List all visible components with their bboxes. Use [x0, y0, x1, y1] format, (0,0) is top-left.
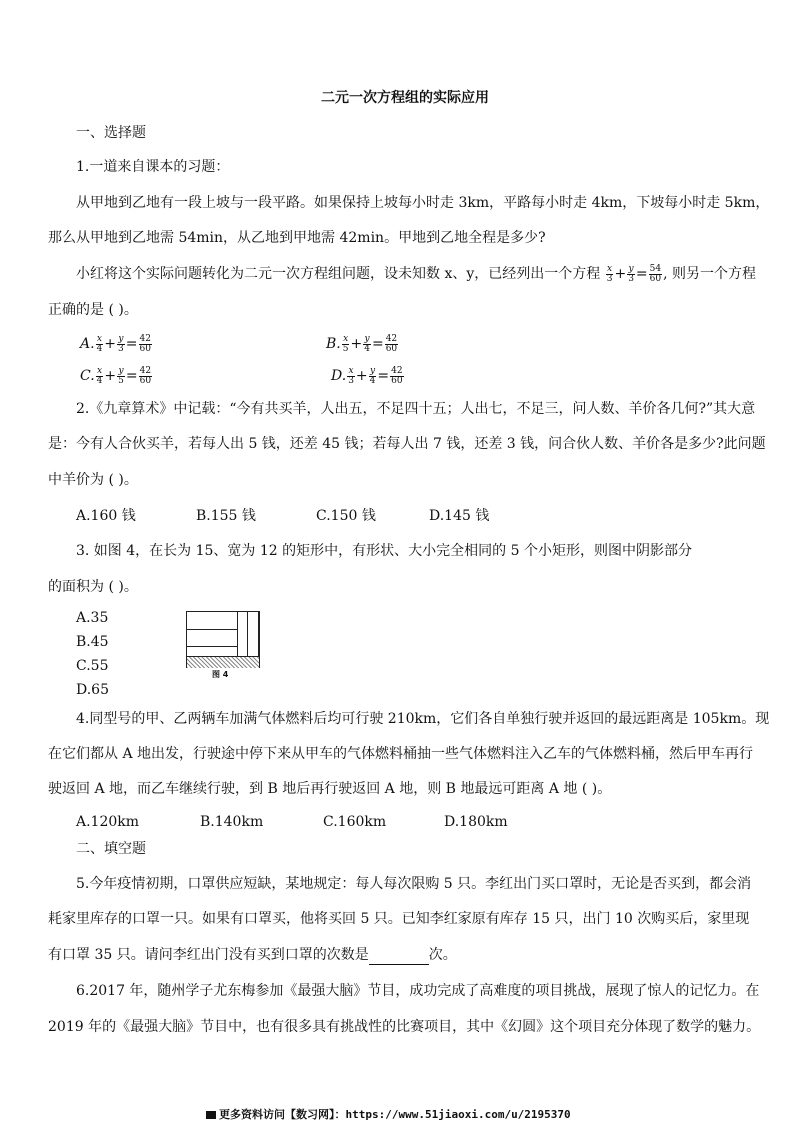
- section-heading-fill: 二、填空题: [76, 841, 146, 857]
- q3-option-a: A.35: [76, 610, 109, 626]
- q5-line2: 耗家里库存的口罩一只。如果有口罩买，他将买回 5 只。已知李红家原有库存 15 只，出门 10 次购买后，家里现: [48, 911, 750, 927]
- q2-line3: 中羊价为 ( )。: [48, 472, 138, 488]
- rectangle-figure: [186, 611, 260, 668]
- q6-line2: 2019 年的《最强大脑》节目中，也有很多具有挑战性的比赛项目，其中《幻圆》这个项目充分体现了数学的魅力。: [48, 1019, 761, 1035]
- q4-line2: 在它们都从 A 地出发，行驶途中停下来从甲车的气体燃料桶抽一些气体燃料注入乙车的气体燃料桶，然后甲车再行: [48, 746, 754, 762]
- q2-line1: 2.《九章算术》中记载：“今有共买羊，人出五，不足四十五；人出七，不足三，问人数、羊价各几何?”其大意: [76, 401, 756, 417]
- figure-caption: 图 4: [212, 670, 229, 679]
- q1-given-equation: $\frac{x}{3}$ + $\frac{y}{3}$ = $\frac{54}{60}$ ,: [606, 263, 668, 284]
- q3-option-c: C.55: [76, 658, 109, 674]
- q3-line1: 3. 如图 4，在长为 15、宽为 12 的矩形中，有形状、大小完全相同的 5 个小矩形，则图中阴影部分: [76, 543, 692, 559]
- flag-icon: [206, 1111, 216, 1119]
- q1-line4-tail: 则另一个方程: [672, 266, 757, 282]
- q4-line3: 驶返回 A 地，而乙车继续行驶，到 B 地后再行驶返回 A 地，则 B 地最远可距离 A 地 ( )。: [48, 781, 612, 797]
- q5-line3-text: 有口罩 35 只。请问李红出门没有买到口罩的次数是: [48, 947, 369, 963]
- q1-line3: 那么从甲地到乙地需 54min，从乙地到甲地需 42min。甲地到乙地全程是多少?: [48, 230, 546, 246]
- q3-option-d: D.65: [76, 682, 109, 698]
- q4-option-c: C.160km: [323, 814, 387, 830]
- figure-shaded-region: [187, 656, 259, 668]
- q2-option-b: B.155 钱: [196, 508, 256, 524]
- q3-line2: 的面积为 ( )。: [48, 579, 138, 595]
- figure-small-rect-1: [187, 612, 237, 630]
- q2-option-a: A.160 钱: [76, 508, 136, 524]
- q2-line2: 是：今有人合伙买羊，若每人出 5 钱，还差 45 钱；若每人出 7 钱，还差 3 钱，问合伙人数、羊价各是多少?此问题: [48, 436, 766, 452]
- q5-line1: 5.今年疫情初期，口罩供应短缺，某地规定：每人每次限购 5 只。李红出门买口罩时，无论是否买到，都会消: [76, 876, 752, 892]
- q4-line1: 4.同型号的甲、乙两辆车加满气体燃料后均可行驶 210km，它们各自单独行驶并返回的最远距离是 105km。现: [76, 711, 770, 727]
- q1-line2: 从甲地到乙地有一段上坡与一段平路。如果保持上坡每小时走 3km，平路每小时走 4km，下坡每小时走 5km，: [76, 195, 770, 211]
- q1-option-c: C. $\frac{x}{4}$ + $\frac{y}{5}$ = $\frac{42}{60}$: [80, 365, 152, 386]
- q4-option-a: A.120km: [76, 814, 140, 830]
- figure-small-rect-2: [187, 629, 237, 647]
- q1-line1: 1.一道来自课本的习题：: [76, 159, 230, 175]
- q2-option-c: C.150 钱: [316, 508, 376, 524]
- q1-option-b: B. $\frac{x}{5}$ + $\frac{y}{4}$ = $\frac{42}{60}$: [326, 333, 398, 354]
- q1-option-a: A. $\frac{x}{4}$ + $\frac{y}{3}$ = $\frac{42}{60}$: [80, 333, 151, 354]
- section-heading-choice: 一、选择题: [76, 125, 146, 141]
- q1-line5: 正确的是 ( )。: [48, 302, 138, 318]
- figure-small-rect-3: [187, 646, 237, 656]
- q1-option-d: D. $\frac{x}{3}$ + $\frac{y}{4}$ = $\frac{42}{60}$: [331, 365, 403, 386]
- footer-text: 更多资料访问【数习网】：https://www.51jiaoxi.com/u/2195370: [219, 1108, 571, 1121]
- page-title: 二元一次方程组的实际应用: [321, 90, 489, 106]
- q1-line4: [76, 264, 756, 284]
- q4-option-d: D.180km: [444, 814, 508, 830]
- q4-option-b: B.140km: [200, 814, 264, 830]
- q2-option-d: D.145 钱: [429, 508, 490, 524]
- figure-small-rect-5: [247, 612, 259, 659]
- footer-link[interactable]: [206, 1106, 571, 1122]
- q1-line4-text: 小红将这个实际问题转化为二元一次方程组问题，设未知数 x、y，已经列出一个方程: [76, 266, 601, 282]
- q5-line3-tail: 次。: [428, 947, 457, 963]
- answer-blank[interactable]: [369, 950, 429, 965]
- q3-option-b: B.45: [76, 634, 109, 650]
- q6-line1: 6.2017 年，随州学子尤东梅参加《最强大脑》节目，成功完成了高难度的项目挑战，展现了惊人的记忆力。在: [76, 983, 760, 999]
- q5-line3: [48, 945, 457, 965]
